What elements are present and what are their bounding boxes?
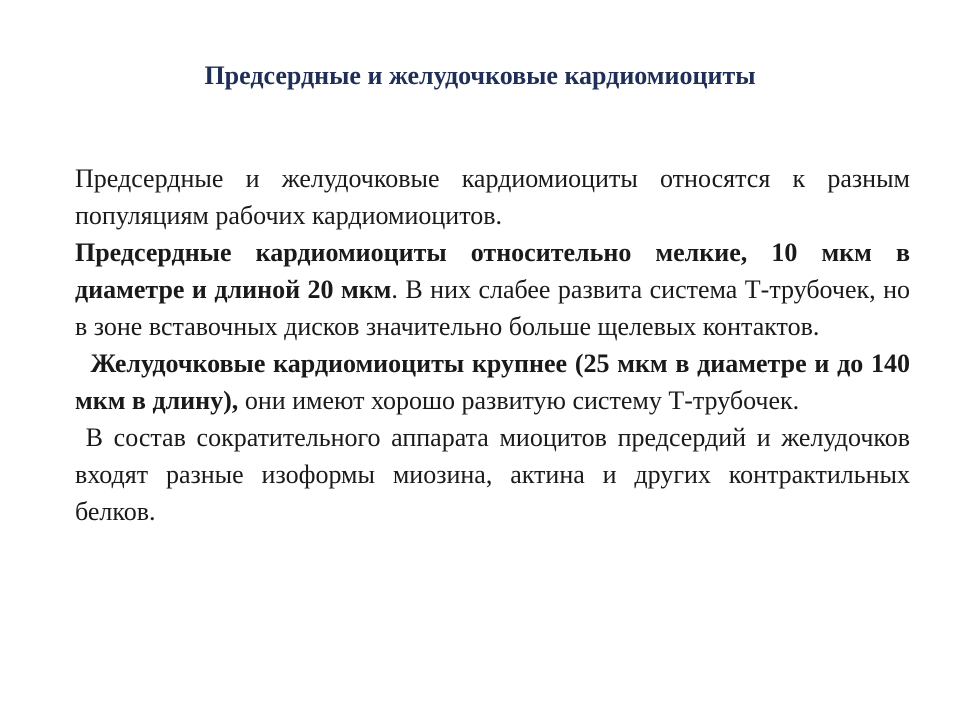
paragraph-ventricular: [75, 345, 910, 419]
slide-title: Предсердные и желудочковые кардиомиоциты: [204, 61, 756, 90]
paragraph-atrial: [75, 234, 910, 345]
slide-body: [75, 160, 917, 530]
paragraph-intro-text: Предсердные и желудочковые кардиомиоциты относятся к разным популяциям рабочих кардиомиоцитов.: [75, 164, 910, 230]
paragraph-contractile-text: В состав сократительного аппарата миоцитов предсердий и желудочков входят разные изоформы миозина, актина и других контрактильных белков.: [75, 423, 917, 526]
paragraph-atrial-bold: Предсердные кардиомиоциты относительно мелкие, 10 мкм в диаметре и длиной 20 мкм: [75, 238, 910, 304]
paragraph-atrial-rest: . В них слабее развита система Т-трубочек, но в зоне вставочных дисков значительно больше щелевых контактов.: [75, 275, 910, 341]
paragraph-intro: [75, 160, 910, 234]
paragraph-ventricular-bold: Желудочковые кардиомиоциты крупнее (25 мкм в диаметре и до 140 мкм в длину),: [75, 349, 910, 415]
paragraph-contractile: [75, 419, 917, 530]
paragraph-ventricular-rest: они имеют хорошо развитую систему Т-трубочек.: [238, 386, 800, 415]
paragraph-ventricular-indent: [75, 349, 91, 378]
